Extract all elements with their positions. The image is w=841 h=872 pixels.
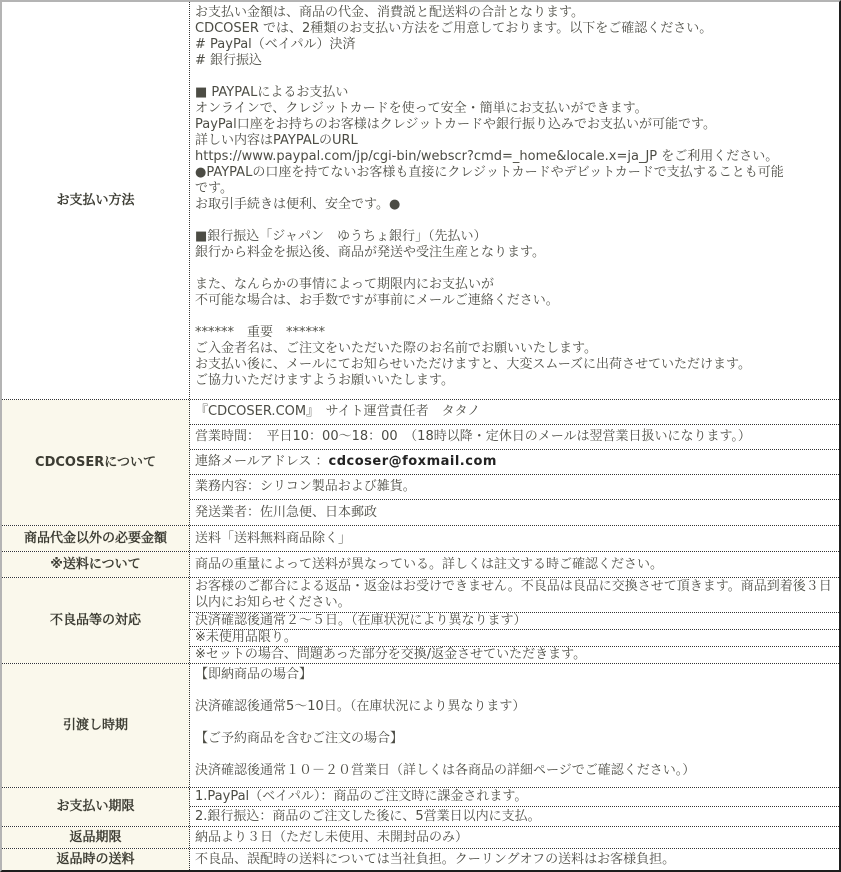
text-line: 銀行から料金を振込後、商品が発送や受注生産となります。 — [195, 245, 545, 260]
subrow-business-hours — [190, 425, 839, 450]
text-line: CDCOSER では、2種類のお支払い方法をご用意しております。以下をご確認ください。 — [195, 21, 713, 36]
blank-line — [195, 213, 837, 229]
subrow-shipping-carrier — [190, 500, 839, 525]
set-policy-text: ※セットの場合、問題あった部分を交換/返金させていただきます。 — [195, 647, 587, 662]
site-operator-text: 『CDCOSER.COM』 サイト運営責任者 タタノ — [195, 404, 481, 419]
table-row-return-deadline — [2, 826, 839, 848]
blank-line — [195, 309, 837, 325]
table-row-extra-fees — [2, 525, 839, 551]
defective-items-cell — [190, 578, 839, 663]
table-row-shipping-note — [2, 551, 839, 577]
text-line: 【即納商品の場合】 — [195, 667, 313, 682]
blank-line — [195, 715, 837, 731]
row-header-label: 返品期限 — [69, 829, 122, 845]
text-line: です。 — [195, 181, 233, 196]
shipping-note-text: 商品の重量によって送料が異なっている。詳しくは註文する時ご確認ください。 — [195, 556, 664, 572]
contact-email-label: 連絡メールアドレス ： — [195, 454, 329, 469]
subrow-set-policy — [190, 647, 839, 663]
text-line: お支払い金額は、商品の代金、消費説と配送料の合計となります。 — [195, 5, 584, 20]
text-line: また、なんらかの事情によって期限内にお支払いが — [195, 277, 495, 292]
unused-only-text: ※未使用品限り。 — [195, 630, 297, 645]
important-marker-line: ****** 重要 ****** — [195, 325, 326, 340]
return-deadline-text: 納品より３日（ただし未使用、未開封品のみ） — [195, 830, 469, 845]
subrow-contact-email — [190, 450, 839, 475]
about-cdcoser-cell — [190, 400, 839, 525]
text-line: 決済確認後通常１０－２０営業日（詳しくは各商品の詳細ページでご確認ください。） — [195, 763, 696, 778]
text-line: ご入金者名は、ご注文をいただいた際のお名前でお願いいたします。 — [195, 341, 597, 356]
text-line: ご協力いただけますようお願いいたします。 — [195, 373, 454, 388]
return-shipping-cell — [190, 849, 839, 870]
row-header-delivery-time — [2, 664, 190, 787]
paypal-url-text: https://www.paypal.com/jp/cgi-bin/webscr?cmd=_home&locale.x=ja_JP をご利用ください。 — [195, 149, 779, 164]
text-line: お支払い後に、メールにてお知らせいただけますと、大変スムーズに出荷させていただけます。 — [195, 357, 752, 372]
text-line: 不可能な場合は、お手数ですが事前にメールご連絡ください。 — [195, 293, 559, 308]
text-line: PayPal口座をお持ちのお客様はクレジットカードや銀行振り込みでお支払いが可能です。 — [195, 117, 716, 132]
subrow-business-content — [190, 475, 839, 500]
exchange-period-text: 決済確認後通常２～５日。（在庫状況により異なります） — [195, 613, 527, 628]
text-line: 詳しい内容はPAYPALのURL — [195, 133, 358, 148]
subrow-site-operator — [190, 400, 839, 425]
blank-line — [195, 683, 837, 699]
row-header-payment-deadline — [2, 788, 190, 826]
table-row-payment-deadline — [2, 787, 839, 826]
row-header-shipping-note — [2, 552, 190, 577]
extra-fees-cell — [190, 526, 839, 551]
table-row-delivery-time — [2, 663, 839, 787]
return-shipping-text: 不良品、誤配時の送料については当社負担。クーリングオフの送料はお客様負担。 — [195, 852, 676, 867]
contact-email-address: cdcoser@foxmail.com — [328, 454, 497, 469]
row-header-return-deadline — [2, 827, 190, 848]
text-line: ■ PAYPALによるお支払い — [195, 85, 349, 100]
payment-deadline-cell — [190, 788, 839, 826]
business-content-text: 業務内容：シリコン製品および雑貨。 — [195, 479, 416, 494]
row-header-label: ※送料について — [50, 556, 141, 572]
subrow-exchange-period — [190, 613, 839, 630]
bank-deadline-text: 2.銀行振込：商品のご注文した後に、5営業日以内に支払。 — [195, 808, 541, 824]
blank-line — [195, 747, 837, 763]
text-line: # PayPal（ベイパル）決済 — [195, 37, 356, 52]
row-header-label: CDCOSERについて — [35, 454, 156, 470]
row-header-about-cdcoser — [2, 400, 190, 525]
table-row-return-shipping — [2, 848, 839, 870]
shipping-carrier-text: 発送業者：佐川急便、日本郵政 — [195, 504, 378, 520]
business-hours-text: 営業時間： 平日10：00～18：00 （18時以降・定休日のメールは翌営業日扱いになります。） — [195, 429, 751, 444]
text-line: オンラインで、クレジットカードを使って安全・簡単にお支払いができます。 — [195, 101, 648, 116]
return-deadline-cell — [190, 827, 839, 848]
text-line: # 銀行振込 — [195, 53, 263, 68]
text-line: ●PAYPALの口座を持てないお客様も直接にクレジットカードやデビットカードで支払することも可能 — [195, 165, 784, 180]
row-header-label: 返品時の送料 — [56, 851, 135, 867]
subrow-unused-only — [190, 630, 839, 647]
subrow-paypal-deadline — [190, 788, 839, 807]
extra-fees-text: 送料「送料無料商品除く」 — [195, 530, 352, 546]
payment-method-cell — [190, 2, 839, 399]
blank-line — [195, 261, 837, 277]
table-row-about-cdcoser — [2, 399, 839, 525]
row-header-extra-fees — [2, 526, 190, 551]
table-row-payment-method — [2, 2, 839, 399]
shipping-note-cell — [190, 552, 839, 577]
text-line: ■銀行振込「ジャパン ゆうちょ銀行」（先払い） — [195, 229, 487, 244]
blank-line — [195, 69, 837, 85]
subrow-return-policy — [190, 578, 839, 613]
row-header-defective-items — [2, 578, 190, 663]
row-header-label: お支払い方法 — [56, 192, 135, 208]
row-header-payment-method — [2, 2, 190, 399]
row-header-label: 引渡し時期 — [62, 717, 128, 733]
text-line: 決済確認後通常5～10日。（在庫状況により異なります） — [195, 699, 526, 714]
text-line: 【ご予約商品を含むご注文の場合】 — [195, 731, 404, 746]
subrow-bank-deadline — [190, 807, 839, 826]
table-row-defective-items — [2, 577, 839, 663]
return-policy-text: お客様のご都合による返品・返金はお受けできません。不良品は良品に交換させて頂きます。商品到着後３日以内にお知らせください。 — [195, 579, 832, 610]
row-header-label: 不良品等の対応 — [49, 612, 141, 628]
text-line: お取引手続きは便利、安全です。● — [195, 197, 401, 212]
row-header-return-shipping — [2, 849, 190, 870]
row-header-label: 商品代金以外の必要金額 — [23, 530, 167, 546]
paypal-deadline-text: 1.PayPal（ベイパル）：商品のご注文時に課金されます。 — [195, 789, 528, 804]
row-header-label: お支払い期限 — [56, 799, 135, 814]
delivery-time-cell — [190, 664, 839, 787]
